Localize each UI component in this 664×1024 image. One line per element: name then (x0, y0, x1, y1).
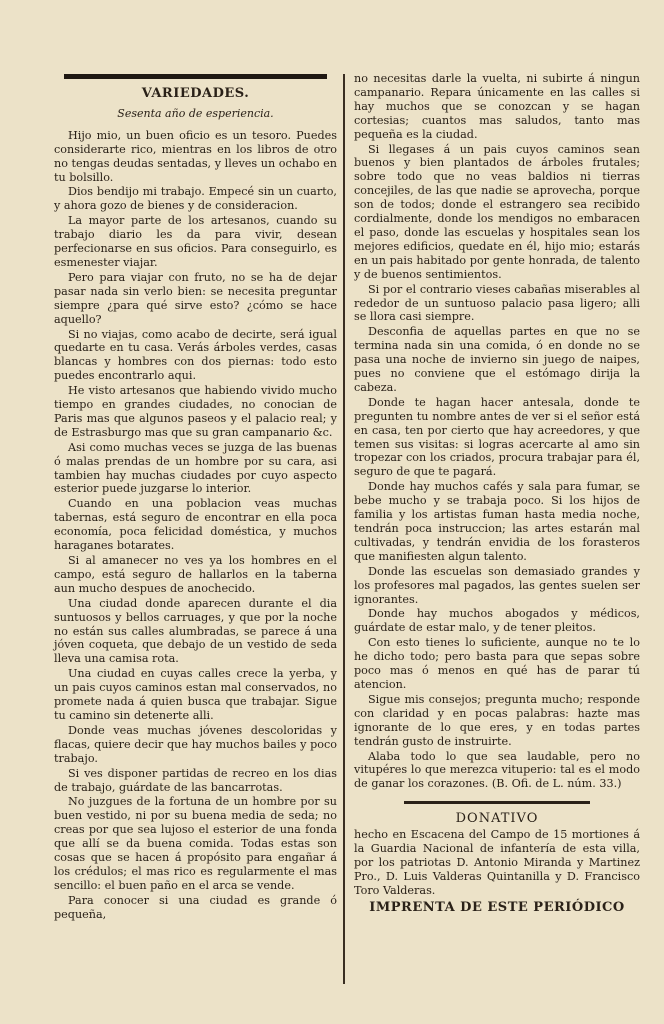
column-divider (343, 74, 345, 984)
paragraph: Cuando en una poblacion veas muchas tabernas, está seguro de encontrar en ella poca economía, poca felicidad doméstica, y muchos haraganes botarates. (54, 497, 337, 553)
paragraph: Si por el contrario vieses cabañas miserables al rededor de un suntuoso palacio pasa ligero; alli se llora casi siempre. (354, 282, 640, 324)
imprenta-line: IMPRENTA DE ESTE PERIÓDICO (369, 899, 625, 915)
paragraph: He visto artesanos que habiendo vivido mucho tiempo en grandes ciudades, no conocian de Paris mas que algunos paseos y el palacio real; y de Estrasburgo mas que su gran campanario &c. (54, 384, 337, 439)
paragraph: Donde hay muchos cafés y sala para fumar, se bebe mucho y se trabaja poco. Si los hijos de familia y los artistas fuman hasta media noche, tendrán poca instruccion; las artes estarán mal cultivadas, y tendrán envidia de los forasteros que manifiesten algun talento. (354, 480, 640, 563)
paragraph: Donde veas muchas jóvenes descoloridas y flacas, quiere decir que hay muchos bailes y poco trabajo. (54, 723, 337, 765)
paragraph: Si llegases á un pais cuyos caminos sean buenos y bien plantados de árboles frutales; sobre todo que no veas baldios ni tierras concejiles, de las que nadie se aprovecha, porque son de todos; donde el estrangero sea recibido cordialmente, donde los mendigos no embaracen el paso, donde las escuelas y hospitales sean los mejores edificios, quedate en él, hijo mio; estarás en un pais habitado por gente honrada, de talento y de buenos sentimientos. (354, 142, 640, 281)
paragraph: Donde las escuelas son demasiado grandes y los profesores mal pagados, las gentes suelen ser ignorantes. (354, 564, 640, 606)
continued-paragraph: no necesitas darle la vuelta, ni subirte á ningun campanario. Repara únicamente en las calles si hay muchos que se conozcan y se hagan cortesias; cuantos mas saludos, tanto mas pequeña es la ciudad. (354, 72, 640, 141)
paragraph: Hijo mio, un buen oficio es un tesoro. Puedes considerarte rico, mientras en los libros de otro no tengas deudas sentadas, y lleves un ochabo en tu bolsillo. (54, 128, 337, 184)
right-column (354, 72, 640, 915)
paragraph: La mayor parte de los artesanos, cuando su trabajo diario les da para vivir, desean perfecionarse en sus oficios. Para conseguirlo, es esmenester viajar. (54, 214, 337, 269)
donativo-text: hecho en Escacena del Campo de 15 mortiones á la Guardia Nacional de infantería de esta villa, por los patriotas D. Antonio Miranda y Martinez Pro., D. Luis Valderas Quintanilla y D. Francisco Toro Valderas. (354, 828, 640, 897)
paragraph: Si no viajas, como acabo de decirte, será igual quedarte en tu casa. Verás árboles verdes, casas blancas y hombres con dos piernas: todo esto puedes encontrarlo aqui. (54, 327, 337, 383)
paragraph: Donde te hagan hacer antesala, donde te pregunten tu nombre antes de ver si el señor está en casa, ten por cierto que hay acreedores, y que temen sus visitas: si logras acercarte al amo sin tropezar con los criados, procura trabajar para él, seguro de que te pagará. (354, 395, 640, 479)
paragraph: Con esto tienes lo suficiente, aunque no te lo he dicho todo; pero basta para que sepas sobre poco mas ó menos en qué has de parar tú atencion. (354, 636, 640, 691)
paragraph: Si al amanecer no ves ya los hombres en el campo, está seguro de hallarlos en la taberna aun mucho despues de anochecido. (54, 554, 337, 595)
paragraph: Para conocer si una ciudad es grande ó pequeña, (54, 893, 337, 921)
paragraph: Donde hay muchos abogados y médicos, guárdate de estar malo, y de tener pleitos. (354, 607, 640, 635)
donativo-title: DONATIVO (455, 811, 539, 827)
article-subtitle: Sesenta año de esperiencia. (117, 106, 274, 120)
paragraph: Una ciudad en cuyas calles crece la yerba, y un pais cuyos caminos estan mal conservados, no promete nada á quien busca que trabajar. Sigue tu camino sin detenerte alli. (54, 667, 337, 722)
paragraph: Sigue mis consejos; pregunta mucho; responde con claridad y en pocas palabras: hazte mas ignorante de lo que eres, y en todas partes tendrán gusto de instruirte. (354, 692, 640, 748)
paragraph: No juzgues de la fortuna de un hombre por su buen vestido, ni por su buena media de seda; no creas por que sea lujoso el esterior de una fonda que allí se da buena comida. Todas estas son cosas que se hacen á propósito para engañar á los crédulos; el mas rico es regularmente el mas sencillo: el buen paño en el arca se vende. (54, 795, 337, 892)
left-column (54, 72, 337, 923)
top-rule (64, 74, 327, 79)
paragraph: Desconfia de aquellas partes en que no se termina nada sin una comida, ó en donde no se pasa una noche de invierno sin juego de naipes, pues no conviene que el estómago dirija la cabeza. (354, 325, 640, 394)
paragraph: Dios bendijo mi trabajo. Empecé sin un cuarto, y ahora gozo de bienes y de consideracion. (54, 185, 337, 213)
paragraph: Si ves disponer partidas de recreo en los dias de trabajo, guárdate de las bancarrotas. (54, 766, 337, 794)
section-heading: VARIEDADES. (141, 86, 250, 101)
paragraph: Asi como muchas veces se juzga de las buenas ó malas prendas de un hombre por su cara, asi tambien hay muchas ciudades por cuyo aspecto esterior puede juzgarse lo interior. (54, 440, 337, 496)
paragraph: Una ciudad donde aparecen durante el dia suntuosos y bellos carruages, y que por la noche no están sus calles alumbradas, se parece á una jóven coqueta, que debajo de un vestido de seda lleva una camisa rota. (54, 596, 337, 666)
paragraph: Pero para viajar con fruto, no se ha de dejar pasar nada sin verlo bien: se necesita preguntar siempre ¿para qué sirve esto? ¿cómo se hace aquello? (54, 270, 337, 326)
section-separator (404, 801, 590, 804)
paragraph: Alaba todo lo que sea laudable, pero no vitupéres lo que merezca vituperio: tal es el modo de ganar los corazones. (B. Ofi. de L. núm. 33.) (354, 749, 640, 791)
